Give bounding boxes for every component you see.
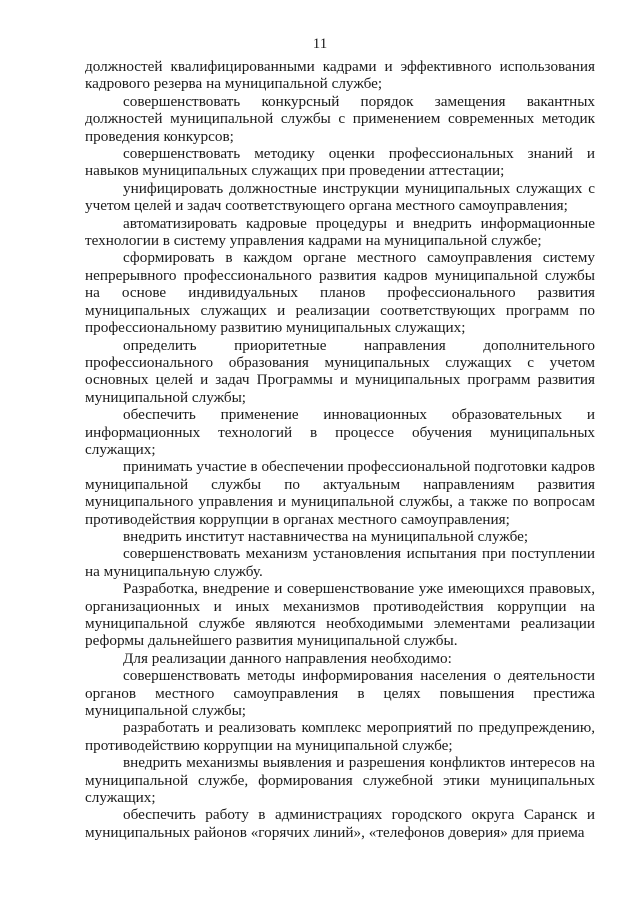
paragraph-hotlines: обеспечить работу в администрациях городского округа Саранск и муниципальных районов «горячих линий», «телефонов доверия» для приема xyxy=(85,806,595,841)
paragraph-hr-automation: автоматизировать кадровые процедуры и внедрить информационные технологии в систему управления кадрами на муниципальной службе; xyxy=(85,214,595,250)
paragraph-conflict-of-interest: внедрить механизмы выявления и разрешения конфликтов интересов на муниципальной службе, формирования служебной этики муниципальных служащих; xyxy=(85,754,595,807)
paragraph-anticorruption-measures: разработать и реализовать комплекс мероприятий по предупреждению, противодействию коррупции на муниципальной службе; xyxy=(85,719,595,754)
paragraph-implementation-intro: Для реализации данного направления необходимо: xyxy=(123,649,452,667)
paragraph-education-priorities: определить приоритетные направления дополнительного профессионального образования муниципальных служащих с учетом основных целей и задач Программы и муниципальных программ развития муниципальной службы; xyxy=(85,336,595,406)
paragraph-mentoring: внедрить институт наставничества на муниципальной службе; xyxy=(123,527,529,545)
body-text xyxy=(85,58,595,841)
paragraph-continuation: должностей квалифицированными кадрами и эффективного использования кадрового резерва на муниципальной службе; xyxy=(85,58,595,93)
paragraph-public-information: совершенствовать методы информирования населения о деятельности органов местного самоуправления в целях повышения престижа муниципальной службы; xyxy=(85,667,595,720)
paragraph-innovative-technologies: обеспечить применение инновационных образовательных и информационных технологий в процессе обучения муниципальных служащих; xyxy=(85,406,595,458)
paragraph-training-participation: принимать участие в обеспечении профессиональной подготовки кадров муниципальной службы по актуальным направлениям развития муниципального управления и муниципальной службы, а также по вопросам противодействия коррупции в органах местного самоуправления; xyxy=(85,458,595,528)
paragraph-anticorruption-mechanisms: Разработка, внедрение и совершенствование уже имеющихся правовых, организационных и иных механизмов противодействия коррупции на муниципальной службе являются необходимыми элементами реализации реформы дальнейшего развития муниципальной службы. xyxy=(85,580,595,650)
paragraph-assessment-method: совершенствовать методику оценки профессиональных знаний и навыков муниципальных служащих при проведении аттестации; xyxy=(85,145,595,180)
paragraph-professional-development: сформировать в каждом органе местного самоуправления систему непрерывного профессионального развития кадров муниципальной службы на основе индивидуальных планов профессионального развития муниципальных служащих и реализации соответствующих программ по профессиональному развитию муниципальных служащих; xyxy=(85,249,595,337)
paragraph-competitive-procedure: совершенствовать конкурсный порядок замещения вакантных должностей муниципальной службы с применением современных методик проведения конкурсов; xyxy=(85,92,595,145)
paragraph-job-descriptions: унифицировать должностные инструкции муниципальных служащих с учетом целей и задач соответствующего органа местного самоуправления; xyxy=(85,179,595,215)
page-number: 11 xyxy=(312,36,328,52)
paragraph-probation: совершенствовать механизм установления испытания при поступлении на муниципальную службу. xyxy=(85,545,595,580)
